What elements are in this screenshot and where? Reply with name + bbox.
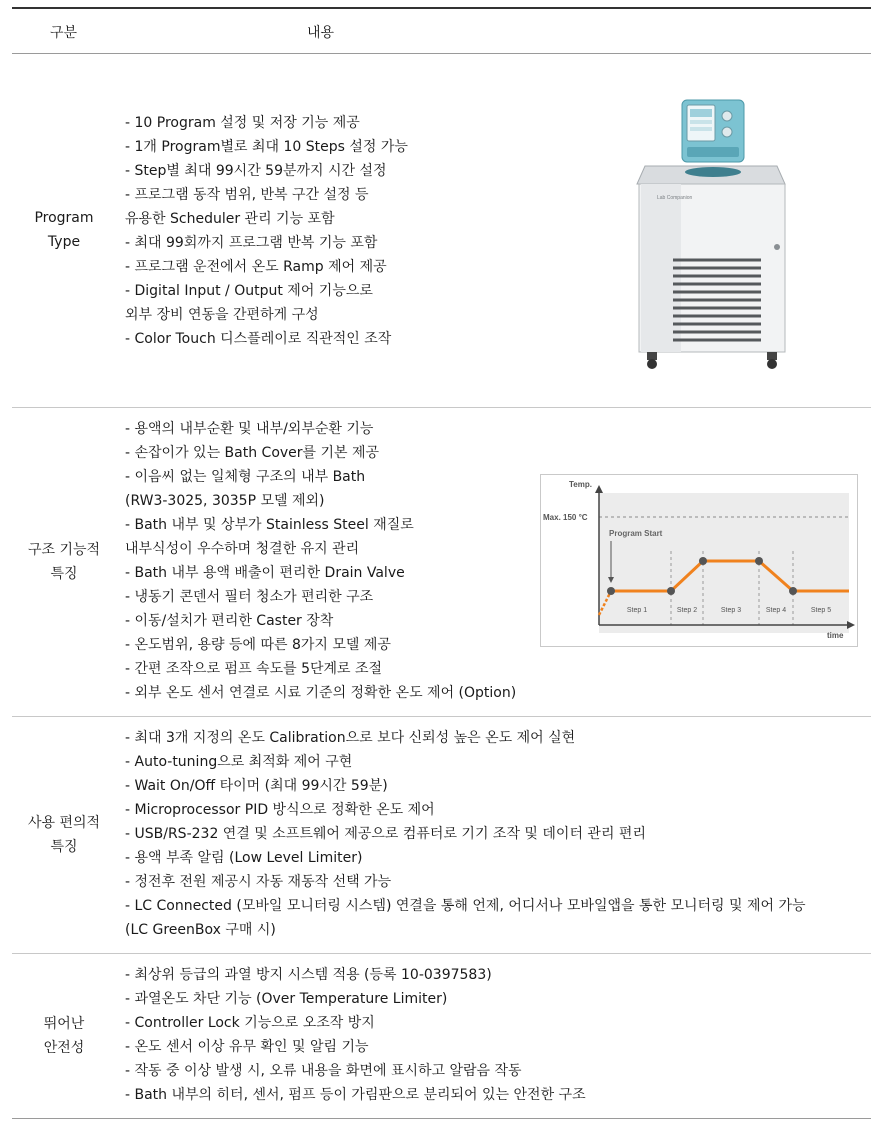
- program-graph: [540, 474, 858, 647]
- section-category: [12, 538, 116, 586]
- category-line: 뛰어난: [43, 1016, 85, 1032]
- step-label: Step 3: [720, 607, 742, 614]
- list-item: 유용한 Scheduler 관리 기능 포함: [125, 211, 335, 227]
- list-item: - Bath 내부 및 상부가 Stainless Steel 재질로: [125, 517, 414, 533]
- list-item: - 이동/설치가 편리한 Caster 장착: [125, 613, 334, 629]
- program-graph-svg: [541, 475, 857, 646]
- list-item: - Wait On/Off 타이머 (최대 99시간 59분): [125, 778, 388, 794]
- category-line: 특징: [50, 566, 78, 582]
- list-item: - Bath 내부의 히터, 센서, 펌프 등이 가림판으로 분리되어 있는 안전한 구조: [125, 1087, 586, 1103]
- list-item: - 온도 센서 이상 유무 확인 및 알림 기능: [125, 1039, 369, 1055]
- svg-text:Lab Companion: Lab Companion: [657, 195, 693, 201]
- section-lines: [125, 417, 516, 705]
- list-item: - 손잡이가 있는 Bath Cover를 기본 제공: [125, 445, 380, 461]
- list-item: - 외부 온도 센서 연결로 시료 기준의 정확한 온도 제어 (Option): [125, 685, 517, 701]
- header-content: 내용: [307, 25, 335, 41]
- section-category: [12, 206, 116, 254]
- table-header: [12, 9, 871, 54]
- step-label: Step 2: [676, 607, 698, 614]
- annotation-label: Program Start: [609, 529, 663, 538]
- list-item: - 최대 99회까지 프로그램 반복 기능 포함: [125, 235, 378, 251]
- max-label: Max. 150 °C: [543, 513, 588, 522]
- product-image: [627, 92, 787, 372]
- step-label: Step 4: [765, 607, 787, 614]
- list-item: - 최대 3개 지정의 온도 Calibration으로 보다 신뢰성 높은 온도 제어 실현: [125, 730, 576, 746]
- list-item: - Microprocessor PID 방식으로 정확한 온도 제어: [125, 802, 435, 818]
- list-item: - Bath 내부 용액 배출이 편리한 Drain Valve: [125, 565, 405, 581]
- section-category: [12, 1012, 116, 1060]
- list-item: - 과열온도 차단 기능 (Over Temperature Limiter): [125, 991, 448, 1007]
- list-item: - 용액의 내부순환 및 내부/외부순환 기능: [125, 421, 374, 437]
- list-item: - 이음씨 없는 일체형 구조의 내부 Bath: [125, 469, 366, 485]
- section-structure: [12, 408, 871, 717]
- list-item: - USB/RS-232 연결 및 소프트웨어 제공으로 컴퓨터로 기기 조작 및 데이터 관리 편리: [125, 826, 646, 842]
- list-item: - 냉동기 콘덴서 필터 청소가 편리한 구조: [125, 589, 374, 605]
- list-item: - Step별 최대 99시간 59분까지 시간 설정: [125, 163, 387, 179]
- list-item: - 온도범위, 용량 등에 따른 8가지 모델 제공: [125, 637, 391, 653]
- list-item: - Digital Input / Output 제어 기능으로: [125, 283, 373, 299]
- circulator-illustration: [627, 92, 787, 372]
- list-item: - Controller Lock 기능으로 오조작 방지: [125, 1015, 375, 1031]
- list-item: (LC GreenBox 구매 시): [125, 922, 276, 938]
- list-item: - 프로그램 운전에서 온도 Ramp 제어 제공: [125, 259, 387, 275]
- section-safety: [12, 954, 871, 1119]
- step-label: Step 5: [810, 607, 832, 614]
- list-item: - 용액 부족 알림 (Low Level Limiter): [125, 850, 363, 866]
- list-item: - 10 Program 설정 및 저장 기능 제공: [125, 115, 360, 131]
- category-line: 안전성: [43, 1040, 85, 1056]
- section-category: [12, 811, 116, 859]
- list-item: - 1개 Program별로 최대 10 Steps 설정 가능: [125, 139, 408, 155]
- list-item: - 간편 조작으로 펌프 속도를 5단계로 조절: [125, 661, 383, 677]
- list-item: - Color Touch 디스플레이로 직관적인 조작: [125, 331, 392, 347]
- category-line: 사용 편의적: [27, 815, 101, 831]
- category-line: Type: [47, 234, 81, 250]
- list-item: - 최상위 등급의 과열 방지 시스템 적용 (등록 10-0397583): [125, 967, 492, 983]
- list-item: (RW3-3025, 3035P 모델 제외): [125, 493, 325, 509]
- list-item: 외부 장비 연동을 간편하게 구성: [125, 307, 319, 323]
- section-program-type: [12, 54, 871, 408]
- list-item: - 프로그램 동작 범위, 반복 구간 설정 등: [125, 187, 369, 203]
- list-item: 내부식성이 우수하며 청결한 유지 관리: [125, 541, 360, 557]
- section-lines: [125, 963, 586, 1107]
- x-axis-label: time: [827, 631, 844, 640]
- category-line: Program: [34, 210, 94, 226]
- section-lines: [125, 111, 408, 351]
- category-line: 구조 기능적: [27, 542, 101, 558]
- list-item: - LC Connected (모바일 모니터링 시스템) 연결을 통해 언제, 어디서나 모바일앱을 통한 모니터링 및 제어 가능: [125, 898, 806, 914]
- step-label: Step 1: [626, 607, 648, 614]
- list-item: - 정전후 전원 제공시 자동 재동작 선택 가능: [125, 874, 392, 890]
- list-item: - Auto-tuning으로 최적화 제어 구현: [125, 754, 353, 770]
- section-usability: [12, 717, 871, 954]
- section-lines: [125, 726, 806, 942]
- list-item: - 작동 중 이상 발생 시, 오류 내용을 화면에 표시하고 알람음 작동: [125, 1063, 522, 1079]
- header-category: 구분: [50, 25, 78, 41]
- category-line: 특징: [50, 839, 78, 855]
- y-axis-label: Temp.: [569, 480, 592, 489]
